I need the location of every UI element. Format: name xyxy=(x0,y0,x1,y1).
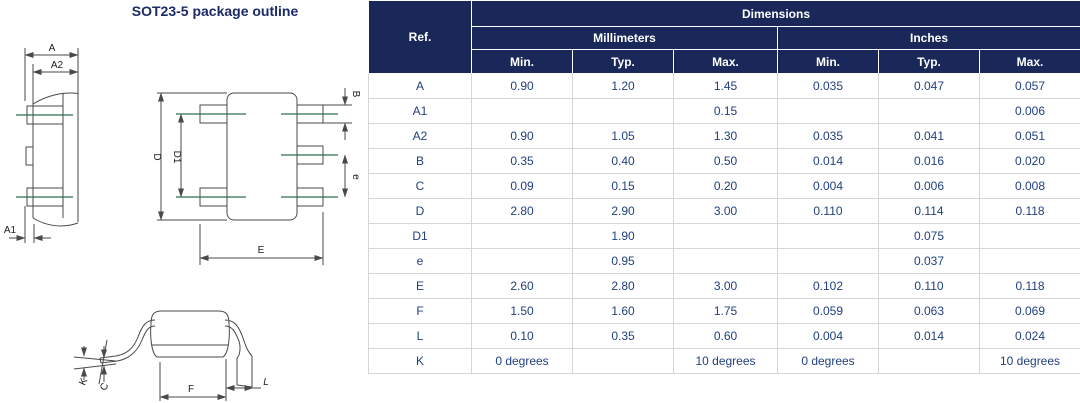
table-cell: 10 degrees xyxy=(674,349,778,374)
table-cell: 0.016 xyxy=(879,149,980,174)
table-cell: 0.008 xyxy=(980,174,1080,199)
table-cell: 0.063 xyxy=(879,299,980,324)
table-cell: 0.075 xyxy=(879,224,980,249)
table-cell: 0.10 xyxy=(472,324,573,349)
table-cell: 1.05 xyxy=(573,124,674,149)
table-row xyxy=(369,299,1080,324)
col-header-inches: Inches xyxy=(778,27,1080,50)
col-header-millimeters: Millimeters xyxy=(472,27,778,50)
table-cell: 0.035 xyxy=(778,74,879,99)
table-cell xyxy=(980,224,1080,249)
table-cell: 0.09 xyxy=(472,174,573,199)
dim-label-d1: D1 xyxy=(171,150,182,164)
table-row xyxy=(369,149,1080,174)
outline-strokes xyxy=(9,48,352,401)
dim-label-e: e xyxy=(350,174,361,180)
table-cell xyxy=(472,249,573,274)
table-cell: 0.047 xyxy=(879,74,980,99)
ref-cell: A2 xyxy=(369,124,472,149)
col-header-ref: Ref. xyxy=(369,1,472,74)
table-cell: 0.006 xyxy=(879,174,980,199)
table-cell: 0.051 xyxy=(980,124,1080,149)
table-cell xyxy=(980,249,1080,274)
table-cell: 0.110 xyxy=(778,199,879,224)
table-cell: 0.50 xyxy=(674,149,778,174)
table-cell: 0.069 xyxy=(980,299,1080,324)
col-header-dimensions: Dimensions xyxy=(472,1,1080,27)
table-cell: 0.037 xyxy=(879,249,980,274)
table-cell xyxy=(674,224,778,249)
table-row xyxy=(369,324,1080,349)
table-cell: 2.80 xyxy=(573,274,674,299)
table-row xyxy=(369,274,1080,299)
table-cell: 1.90 xyxy=(573,224,674,249)
table-cell: 0.035 xyxy=(778,124,879,149)
dim-label-k: K xyxy=(77,376,91,388)
dim-label-b: B xyxy=(350,90,361,98)
table-cell: 1.20 xyxy=(573,74,674,99)
ref-cell: D xyxy=(369,199,472,224)
dim-label-a: A xyxy=(48,43,56,54)
page-title: SOT23-5 package outline xyxy=(131,3,299,19)
table-cell xyxy=(472,99,573,124)
table-cell: 3.00 xyxy=(674,274,778,299)
table-cell: 0.004 xyxy=(778,324,879,349)
table-cell: 1.45 xyxy=(674,74,778,99)
table-cell: 0.95 xyxy=(573,249,674,274)
table-cell: 0.90 xyxy=(472,124,573,149)
dim-label-c: C xyxy=(98,381,112,393)
table-cell: 0.118 xyxy=(980,274,1080,299)
table-cell: 3.00 xyxy=(674,199,778,224)
table-cell: 2.90 xyxy=(573,199,674,224)
table-cell: 0 degrees xyxy=(778,349,879,374)
dimensions-table xyxy=(368,0,1080,374)
table-cell xyxy=(573,349,674,374)
package-outline-drawing xyxy=(0,0,368,403)
dim-label-d: D xyxy=(151,153,162,161)
ref-cell: D1 xyxy=(369,224,472,249)
table-cell xyxy=(472,224,573,249)
table-cell: 1.75 xyxy=(674,299,778,324)
table-cell: 0.041 xyxy=(879,124,980,149)
table-cell: 0.006 xyxy=(980,99,1080,124)
table-cell: 0.014 xyxy=(778,149,879,174)
table-cell xyxy=(573,99,674,124)
table-cell: 0.059 xyxy=(778,299,879,324)
ref-cell: A1 xyxy=(369,99,472,124)
table-cell: 0.102 xyxy=(778,274,879,299)
col-header-in-max: Max. xyxy=(980,50,1080,74)
table-cell: 0.15 xyxy=(674,99,778,124)
table-cell: 0.118 xyxy=(980,199,1080,224)
table-cell xyxy=(879,349,980,374)
dim-label-a1: A1 xyxy=(3,225,17,236)
table-cell: 0.114 xyxy=(879,199,980,224)
dim-label-l: L xyxy=(263,377,269,388)
table-cell: 0.20 xyxy=(674,174,778,199)
col-header-mm-typ: Typ. xyxy=(573,50,674,74)
table-row xyxy=(369,124,1080,149)
table-cell: 0.40 xyxy=(573,149,674,174)
ref-cell: C xyxy=(369,174,472,199)
table-cell xyxy=(778,249,879,274)
table-cell: 0.014 xyxy=(879,324,980,349)
header-row-dimensions xyxy=(369,1,1080,27)
table-cell: 0.60 xyxy=(674,324,778,349)
table-row xyxy=(369,74,1080,99)
table-cell: 0.35 xyxy=(573,324,674,349)
ref-cell: e xyxy=(369,249,472,274)
header-row-minmax xyxy=(369,50,1080,74)
table-cell: 0.110 xyxy=(879,274,980,299)
table-row xyxy=(369,99,1080,124)
table-cell: 1.30 xyxy=(674,124,778,149)
table-cell: 10 degrees xyxy=(980,349,1080,374)
table-cell xyxy=(674,249,778,274)
table-cell: 2.80 xyxy=(472,199,573,224)
ref-cell: K xyxy=(369,349,472,374)
table-cell: 0.057 xyxy=(980,74,1080,99)
table-row xyxy=(369,174,1080,199)
ref-cell: F xyxy=(369,299,472,324)
ref-cell: A xyxy=(369,74,472,99)
ref-cell: L xyxy=(369,324,472,349)
table-cell: 0.004 xyxy=(778,174,879,199)
table-cell: 0.024 xyxy=(980,324,1080,349)
table-cell: 0.020 xyxy=(980,149,1080,174)
col-header-in-typ: Typ. xyxy=(879,50,980,74)
table-cell: 1.60 xyxy=(573,299,674,324)
col-header-mm-max: Max. xyxy=(674,50,778,74)
dim-label-f: F xyxy=(187,384,195,395)
ref-cell: E xyxy=(369,274,472,299)
header-row-units xyxy=(369,27,1080,50)
table-cell: 2.60 xyxy=(472,274,573,299)
dim-label-E: E xyxy=(257,245,265,256)
table-row xyxy=(369,249,1080,274)
ref-cell: B xyxy=(369,149,472,174)
dim-label-a2: A2 xyxy=(50,60,64,71)
col-header-mm-min: Min. xyxy=(472,50,573,74)
table-cell: 0.90 xyxy=(472,74,573,99)
table-cell: 0 degrees xyxy=(472,349,573,374)
table-cell xyxy=(778,99,879,124)
table-row xyxy=(369,224,1080,249)
table-cell: 0.35 xyxy=(472,149,573,174)
table-cell: 0.15 xyxy=(573,174,674,199)
table-cell xyxy=(879,99,980,124)
col-header-in-min: Min. xyxy=(778,50,879,74)
table-row xyxy=(369,199,1080,224)
table-cell: 1.50 xyxy=(472,299,573,324)
table-row xyxy=(369,349,1080,374)
table-cell xyxy=(778,224,879,249)
